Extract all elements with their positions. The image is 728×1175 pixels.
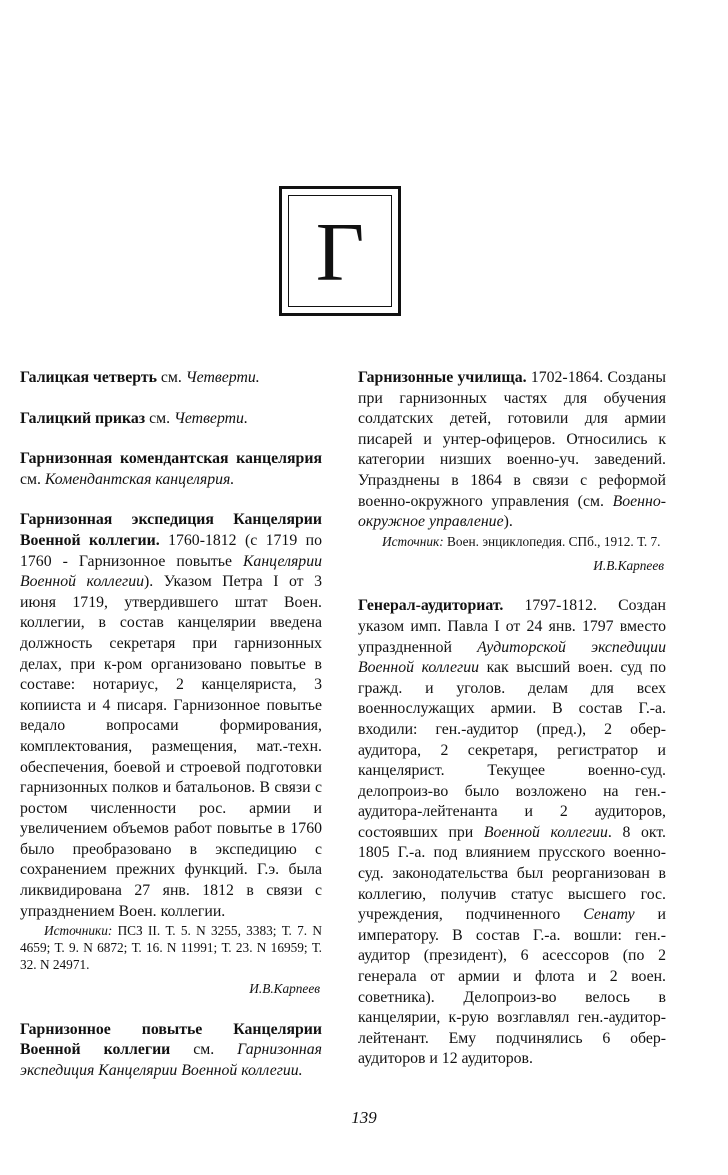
entry-text: 1702-1864. Созданы при гарнизонных частях для обучения солдатских детей, готовили для армии писарей и унтер-офицеров. Относились к категории низших военно-уч. заведений. Упразднены в 1864 в связи с реформой военно-окружного управления (см.: [358, 369, 666, 510]
entry-garnizonnye-uchilishcha: [358, 368, 666, 576]
right-column: [358, 368, 666, 1090]
see-label: см.: [170, 1041, 238, 1059]
cross-reference: Четверти.: [185, 369, 260, 386]
left-column: [20, 368, 322, 1102]
page-number: 139: [351, 1108, 377, 1127]
entry-author: И.В.Карпеев: [593, 557, 664, 573]
entry-text: как высший воен. суд по гражд. и уголов. делам для всех военнослужащих армии. В состав Г.-а. входили: ген.-аудитор (пред.), 2 обер-аудитора, 2 секретаря, регистратор и канцелярист. Текущее военно-суд. делопроиз-во было возложено на ген.-аудитора-лейтенанта и 2 аудиторов, состоявших при: [358, 659, 666, 841]
cross-reference: Гарнизонная экспедиция Канцелярии Военной коллегии.: [20, 1041, 323, 1080]
cross-reference: Канцелярии Военной коллегии: [20, 552, 322, 591]
entry-term: Гарнизонная комендантская канцелярия: [20, 450, 322, 468]
entry-text: . 8 окт. 1805 Г.-а. под влиянием прусского военно-суд. законодательства был реорганизован в коллегию, получив статус высшего гос. учреждения, подчиненного: [358, 823, 666, 924]
entry-term: Гарнизонная экспедиция Канцелярии Военной коллегии.: [20, 511, 322, 549]
entry-sources: [358, 533, 666, 550]
cross-reference: Аудиторской экспедиции Военной коллегии: [358, 638, 666, 677]
entry-garnizonnaya-komendantskaya-kantselyariya: [20, 449, 322, 490]
sources-text: Воен. энциклопедия. СПб., 1912. Т. 7.: [443, 533, 661, 549]
entry-text: и императору. В состав Г.-а. вошли: ген.-аудитор (президент), 6 асессоров (по 2 генерала от армии и флота и 2 воен. советника). Делопроиз-во велось в канцелярии, к-рую возглавлял ген.-аудитор-лейтенант. Ему подчинялись 6 обер-аудиторов и 12 аудиторов.: [358, 906, 667, 1068]
entry-author: И.В.Карпеев: [249, 981, 320, 997]
entry-term: Генерал-аудиториат.: [358, 597, 504, 615]
sources-label: Источники:: [44, 923, 113, 939]
entry-sources: [20, 922, 322, 973]
entry-term: Гарнизонное повытье Канцелярии Военной коллегии: [20, 1020, 322, 1059]
section-letter-frame: [279, 186, 401, 316]
entry-term: Гарнизонные училища.: [358, 369, 527, 386]
section-letter: Г: [315, 206, 365, 299]
section-letter-inner-frame: [288, 195, 392, 307]
entry-text: ). Указом Петра I от 3 июня 1719, утвердившего штат Воен. коллегии, в состав канцелярии введена должность секретаря при гарнизонных делах, при к-ром организовано повытье в составе: нотариус, 2 канцеляриста, 3 копииста и 4 писаря. Гарнизонное повытье ведало вопросами формирования, комплектования, размещения, мат.-техн. обеспечения, боевой и строевой подготовки гарнизонных полков и батальонов. В связи с ростом численности рос. армии и увеличением объемов работ повытье в 1760 было преобразовано в экспедицию с сохранением прежних функций. Г.э. была ликвидирована 27 янв. 1812 в связи с упразднением Воен. коллегии.: [20, 573, 322, 920]
entry-text: 1760-1812 (с 1719 по 1760 - Гарнизонное повытье: [20, 531, 322, 570]
entry-body: [358, 596, 666, 1070]
entry-garnizonnaya-ekspeditsiya: [20, 510, 322, 999]
entry-body: [358, 368, 666, 533]
entry-galitskaya-chetvert: [20, 368, 322, 389]
entry-text: 1797-1812. Создан указом имп. Павла I от 24 янв. 1797 вместо упраздненной: [358, 597, 666, 656]
see-label: см.: [20, 470, 45, 488]
sources-label: Источник:: [382, 533, 444, 549]
entry-term: Галицкая четверть: [20, 369, 157, 386]
entry-galitsky-prikaz: [20, 409, 322, 430]
cross-reference: Военно-окружное управление: [358, 492, 666, 531]
entry-garnizonnoe-povytye: [20, 1020, 322, 1082]
entry-body: [20, 510, 322, 922]
cross-reference: Четверти.: [173, 409, 248, 427]
entry-term: Галицкий приказ: [20, 409, 146, 427]
cross-reference: Военной коллегии: [483, 823, 608, 841]
entry-general-auditoriat: [358, 596, 666, 1070]
entry-text: ).: [503, 513, 513, 531]
cross-reference: Сенату: [583, 906, 635, 924]
cross-reference: Комендантская канцелярия.: [44, 470, 235, 488]
see-label: см.: [145, 409, 174, 427]
see-label: см.: [156, 369, 186, 386]
sources-text: ПСЗ II. Т. 5. N 3255, 3383; Т. 7. N 4659; Т. 9. N 6872; Т. 16. N 11991; Т. 23. N 16959; Т. 32. N 24971.: [20, 923, 322, 973]
